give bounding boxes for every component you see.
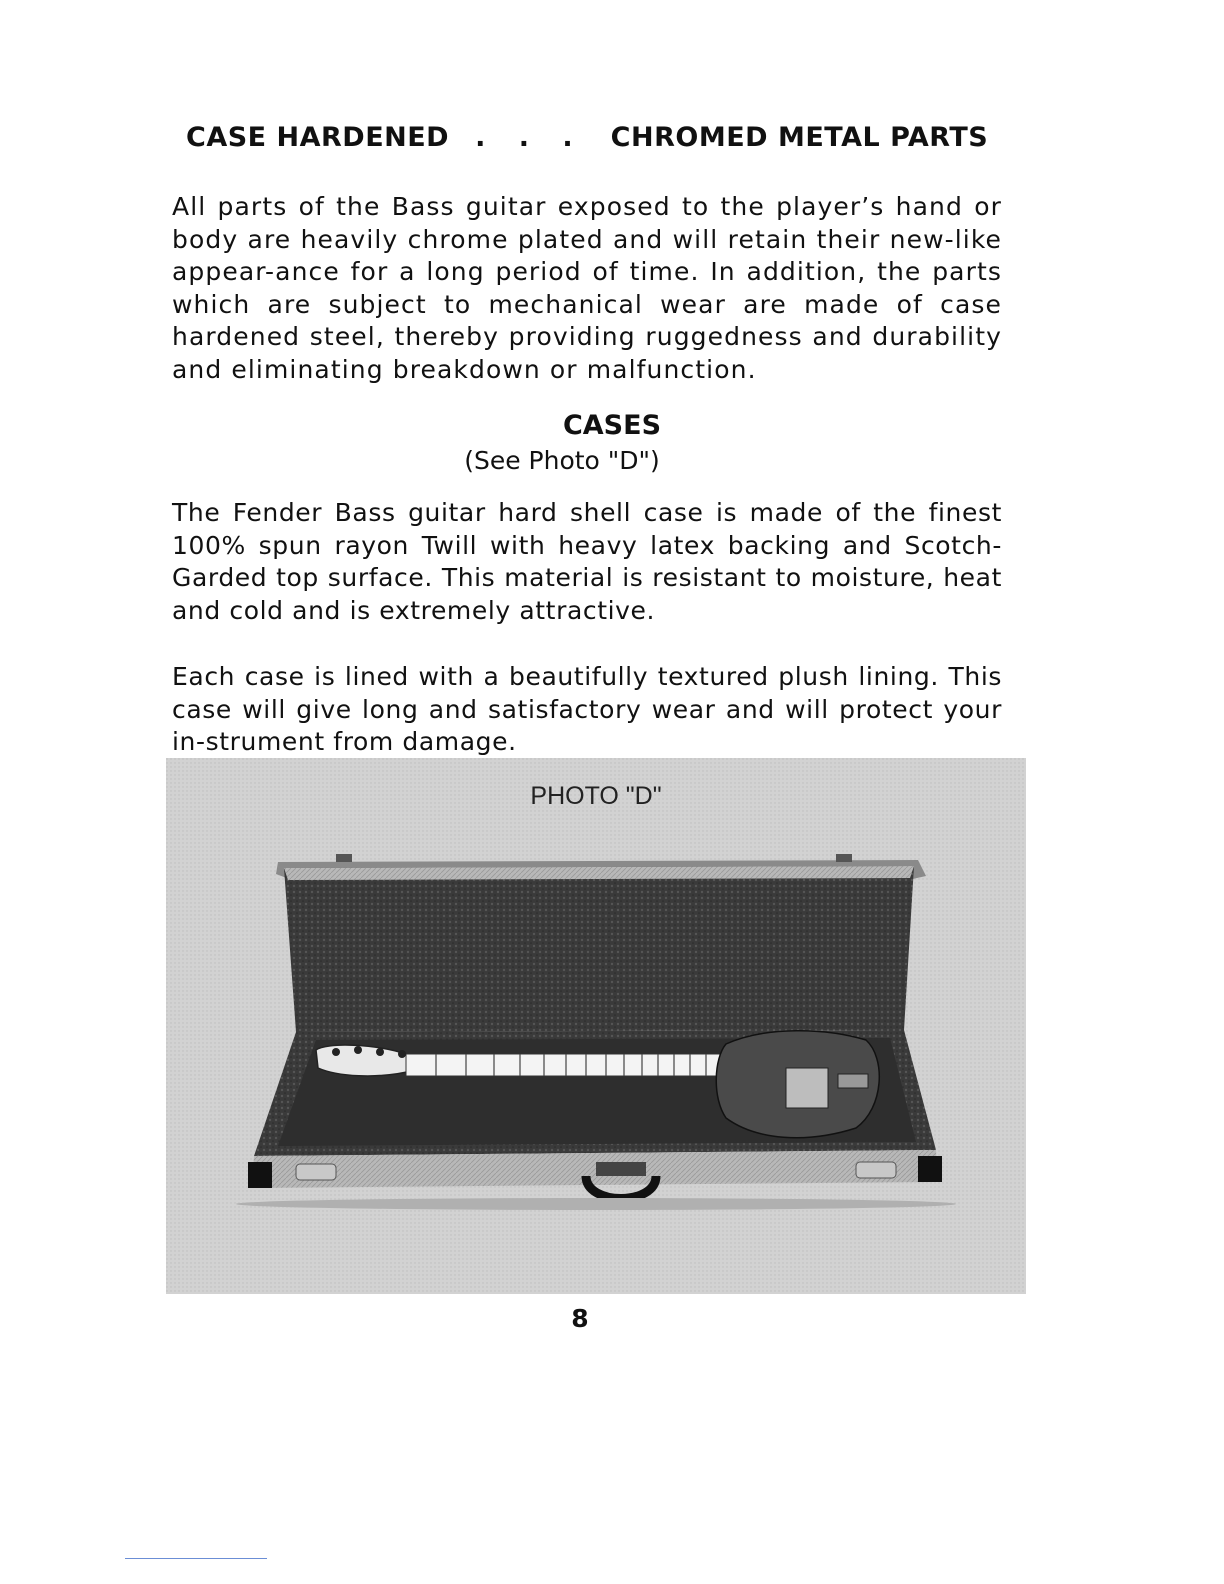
photo-d bbox=[166, 758, 1026, 1294]
photo-caption: PHOTO "D" bbox=[530, 782, 662, 810]
cases-paragraph-1: The Fender Bass guitar hard shell case is made of the finest 100% spun rayon Twill with heavy latex backing and Scotch-Garded top surface. This material is resistant to moisture, heat and cold and is extremely attractive. bbox=[172, 498, 1002, 625]
cases-subtitle-wrap bbox=[0, 446, 1174, 475]
cases-paragraph-2: Each case is lined with a beautifully textured plush lining. This case will give long and satisfactory wear and will protect your in-strument from damage. bbox=[172, 662, 1002, 756]
cases-title: CASES bbox=[562, 410, 662, 441]
page-number bbox=[0, 1304, 1160, 1333]
footer-rule bbox=[125, 1558, 267, 1559]
heading-dots: . . . bbox=[475, 122, 585, 153]
heading-left: CASE HARDENED bbox=[186, 122, 450, 153]
cases-subtitle: (See Photo "D") bbox=[464, 446, 660, 475]
page-number-text: 8 bbox=[571, 1304, 589, 1333]
guitar-case-illustration bbox=[166, 758, 1026, 1294]
section-heading bbox=[186, 122, 989, 153]
chrome-paragraph: All parts of the Bass guitar exposed to the player’s hand or body are heavily chrome plated and will retain their new-like appear-ance for a long period of time. In addition, the parts which are subject to mechanical wear are made of case hardened steel, thereby providing ruggedness and durability and eliminating breakdown or malfunction. bbox=[172, 192, 1002, 384]
heading-right: CHROMED METAL PARTS bbox=[610, 122, 989, 153]
